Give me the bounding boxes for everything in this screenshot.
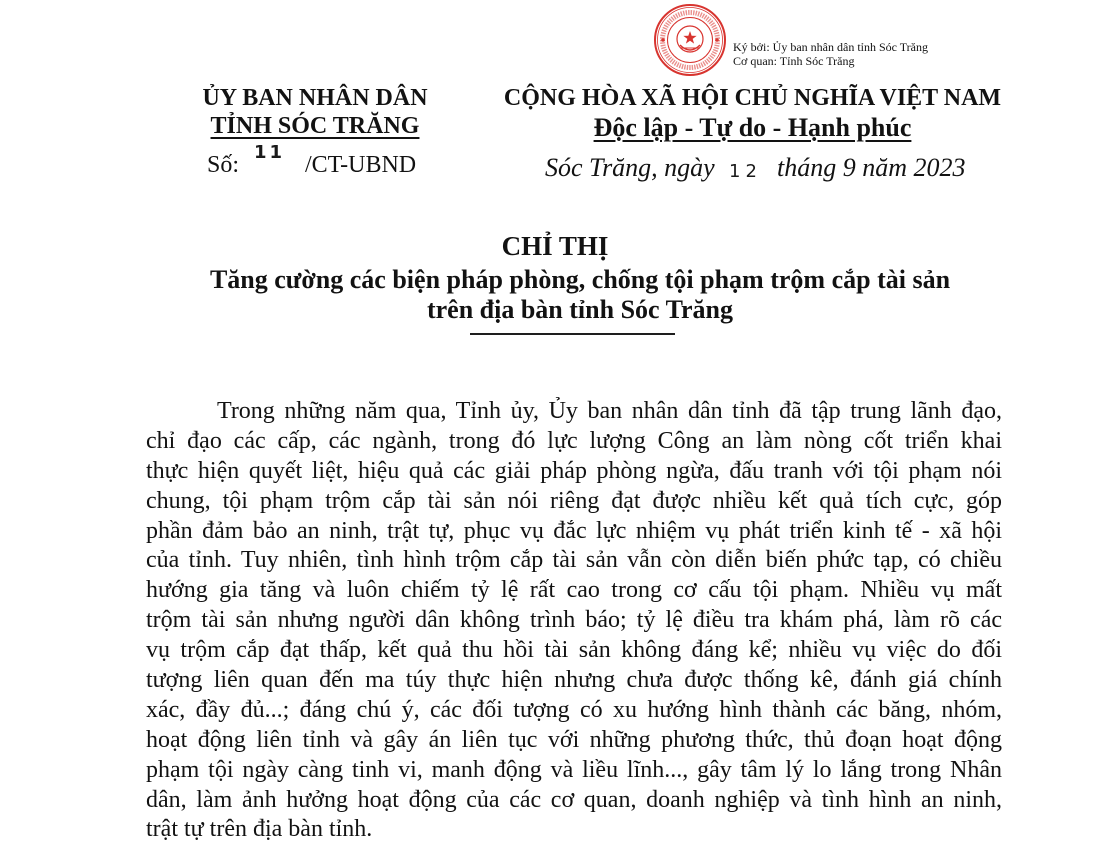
signature-agency: Cơ quan: Tỉnh Sóc Trăng xyxy=(733,54,855,68)
document-subject-line2: trên địa bàn tỉnh Sóc Trăng xyxy=(426,295,734,324)
document-number-suffix: /CT-UBND xyxy=(305,152,417,178)
seal-emblem xyxy=(653,3,727,77)
body-line: phần đảm bảo an ninh, trật tự, phục vụ đắc lực nhiệm vụ phát triển kinh tế - xã hội xyxy=(146,517,1002,544)
document-type: CHỈ THỊ xyxy=(501,231,609,261)
body-line: vụ trộm cắp đạt thấp, kết quả thu hồi tài sản không đáng kể; nhiều vụ việc do đối xyxy=(146,637,1002,664)
body-line: trộm tài sản nhưng người dân không trình báo; tỷ lệ điều tra khám phá, làm rõ các xyxy=(146,607,1002,634)
body-paragraph xyxy=(146,397,1002,845)
title-divider xyxy=(470,333,675,335)
body-line: chỉ đạo các cấp, các ngành, trong đó lực lượng Công an làm nòng cốt triển khai xyxy=(146,427,1002,454)
body-line: hướng gia tăng và luôn chiếm tỷ lệ rất cao trong cơ cấu tội phạm. Nhiều vụ mất xyxy=(146,577,1002,604)
date-prefix: Sóc Trăng, ngày xyxy=(545,153,715,182)
document-number-prefix: Số: xyxy=(207,152,240,178)
body-line: dân, làm ảnh hưởng hoạt động của các cơ quan, doanh nghiệp và tình hình an ninh, xyxy=(146,786,1002,813)
issuer-name-line2-text: TỈNH SÓC TRĂNG xyxy=(210,113,420,139)
body-line: phạm tội ngày càng tinh vi, manh động và liều lĩnh..., gây tâm lý lo lắng trong Nhân xyxy=(146,756,1002,783)
body-line: xác, đầy đủ...; đáng chú ý, các đối tượng có xu hướng hình thành các băng, nhóm, xyxy=(146,696,1002,723)
date-suffix: tháng 9 năm 2023 xyxy=(777,153,966,182)
body-line: Trong những năm qua, Tỉnh ủy, Ủy ban nhân dân tỉnh đã tập trung lãnh đạo, xyxy=(217,398,1002,424)
body-line: trật tự trên địa bàn tỉnh. xyxy=(146,816,373,843)
national-motto xyxy=(500,112,1005,144)
body-line: của tỉnh. Tuy nhiên, tình hình trộm cắp tài sản vẫn còn diễn biến phức tạp, có chiều xyxy=(146,547,1002,574)
issuer-name-line1: ỦY BAN NHÂN DÂN xyxy=(202,85,428,111)
document-number: 11 xyxy=(254,142,286,163)
seal-right-dot xyxy=(715,38,719,42)
seal-left-dot xyxy=(661,38,665,42)
body-line: thực hiện quyết liệt, hiệu quả các giải pháp phòng ngừa, đấu tranh với tội phạm nói xyxy=(146,457,1002,484)
national-motto-text: Độc lập - Tự do - Hạnh phúc xyxy=(593,113,912,142)
signature-signed-by: Ký bởi: Ủy ban nhân dân tỉnh Sóc Trăng xyxy=(733,40,929,54)
national-title: CỘNG HÒA XÃ HỘI CHỦ NGHĨA VIỆT NAM xyxy=(503,85,1002,111)
date-day: 12 xyxy=(729,161,762,182)
body-line: hoạt động liên tỉnh và gây án liên tục với những phương thức, thủ đoạn hoạt động xyxy=(146,726,1002,753)
document-subject-line1: Tăng cường các biện pháp phòng, chống tội phạm trộm cắp tài sản xyxy=(209,265,951,294)
body-line: chung, tội phạm trộm cắp tài sản nói riêng đạt được nhiều kết quả tích cực, góp xyxy=(146,487,1002,514)
body-line: tượng liên quan đến ma túy thực hiện nhưng chưa được thống kê, đánh giá chính xyxy=(146,667,1002,694)
seal-star-icon xyxy=(683,31,696,44)
issuer-name-line2 xyxy=(165,111,465,141)
